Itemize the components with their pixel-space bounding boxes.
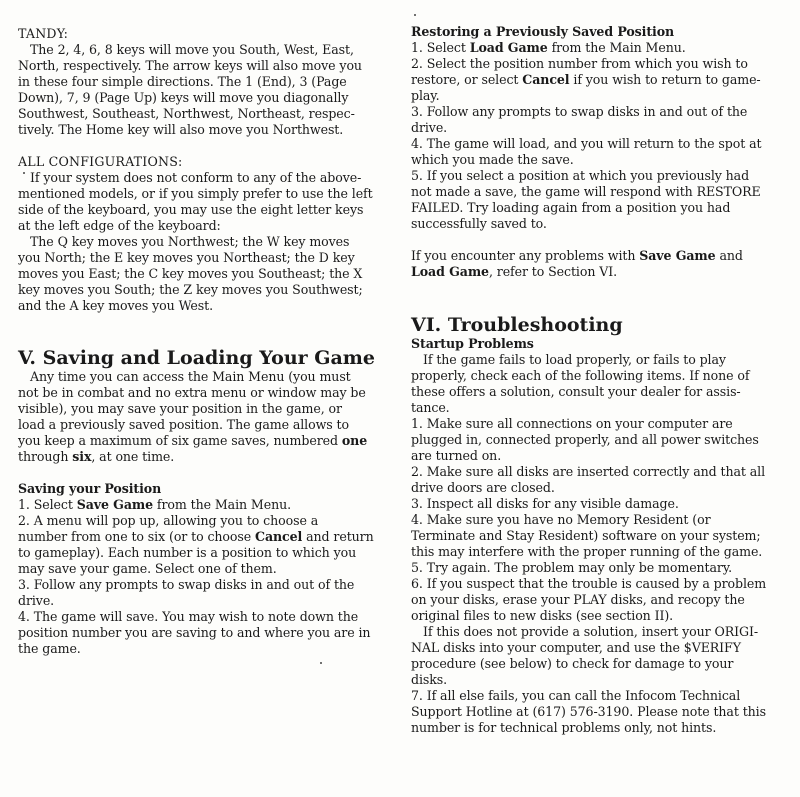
- troubleshooting-line: are turned on.: [411, 448, 502, 463]
- troubleshooting-line: on your disks, erase your PLAY disks, and recopy the: [411, 592, 745, 607]
- troubleshooting-line: procedure (see below) to check for damage to your: [411, 656, 734, 671]
- section-v-line: not be in combat and no extra menu or window may be: [18, 385, 366, 400]
- section-v-title: V. Saving and Loading Your Game: [18, 347, 375, 369]
- troubleshooting-line: Terminate and Stay Resident) software on your system;: [411, 528, 761, 543]
- restoring-heading: Restoring a Previously Saved Position: [411, 24, 675, 39]
- troubleshooting-line: original files to new disks (see section II).: [411, 608, 674, 623]
- troubleshooting-line: 1. Make sure all connections on your computer are: [411, 416, 733, 431]
- section-v-line: load a previously saved position. The game allows to: [18, 417, 349, 432]
- restoring-step: 4. The game will load, and you will return to the spot at: [411, 136, 762, 151]
- saving-step: may save your game. Select one of them.: [18, 561, 277, 576]
- saving-step: 2. A menu will pop up, allowing you to choose a: [18, 513, 319, 528]
- all-config-line: key moves you South; the Z key moves you Southwest;: [18, 282, 363, 297]
- troubleshooting-line: disks.: [411, 672, 448, 687]
- restoring-step: 5. If you select a position at which you previously had: [411, 168, 750, 183]
- restoring-step: successfully saved to.: [411, 216, 547, 231]
- tandy-heading: TANDY:: [18, 26, 69, 41]
- saving-step: the game.: [18, 641, 81, 656]
- troubleshooting-line: 3. Inspect all disks for any visible damage.: [411, 496, 679, 511]
- all-config-line: moves you East; the C key moves you Southeast; the X: [18, 266, 363, 281]
- troubleshooting-line: If the game fails to load properly, or fails to play: [423, 352, 726, 367]
- tandy-line: Southwest, Southeast, Northwest, Northeast, respec-: [18, 106, 355, 121]
- tandy-line: in these four simple directions. The 1 (End), 3 (Page: [18, 74, 347, 89]
- tandy-line: North, respectively. The arrow keys will also move you: [18, 58, 362, 73]
- restoring-step: 1. Select Load Game from the Main Menu.: [411, 40, 686, 55]
- scan-speck: [414, 14, 416, 16]
- restoring-step: 3. Follow any prompts to swap disks in and out of the: [411, 104, 748, 119]
- saving-step: position number you are saving to and where you are in: [18, 625, 371, 640]
- saving-step: 3. Follow any prompts to swap disks in and out of the: [18, 577, 355, 592]
- troubleshooting-line: 2. Make sure all disks are inserted correctly and that all: [411, 464, 765, 479]
- troubleshooting-line: number is for technical problems only, not hints.: [411, 720, 717, 735]
- troubleshooting-line: NAL disks into your computer, and use the $VERIFY: [411, 640, 741, 655]
- troubleshooting-line: properly, check each of the following items. If none of: [411, 368, 750, 383]
- all-config-line: If your system does not conform to any of the above-: [30, 170, 362, 185]
- section-v-line: you keep a maximum of six game saves, numbered one: [18, 433, 368, 448]
- section-v-line: visible), you may save your position in the game, or: [18, 401, 342, 416]
- troubleshooting-line: tance.: [411, 400, 450, 415]
- all-config-line: side of the keyboard, you may use the eight letter keys: [18, 202, 364, 217]
- all-config-heading: ALL CONFIGURATIONS:: [18, 154, 183, 169]
- saving-step: 1. Select Save Game from the Main Menu.: [18, 497, 291, 512]
- saving-step: to gameplay). Each number is a position to which you: [18, 545, 357, 560]
- scan-speck: [23, 172, 25, 174]
- saving-step: 4. The game will save. You may wish to note down the: [18, 609, 359, 624]
- troubleshooting-line: these offers a solution, consult your dealer for assis-: [411, 384, 741, 399]
- all-config-line: at the left edge of the keyboard:: [18, 218, 221, 233]
- tandy-line: Down), 7, 9 (Page Up) keys will move you diagonally: [18, 90, 349, 105]
- troubleshooting-line: drive doors are closed.: [411, 480, 555, 495]
- all-config-line: and the A key moves you West.: [18, 298, 213, 313]
- restoring-step: which you made the save.: [411, 152, 574, 167]
- all-config-line: The Q key moves you Northwest; the W key moves: [30, 234, 350, 249]
- troubleshooting-line: 6. If you suspect that the trouble is caused by a problem: [411, 576, 767, 591]
- all-config-line: you North; the E key moves you Northeast; the D key: [18, 250, 355, 265]
- saving-step: drive.: [18, 593, 55, 608]
- restoring-step: restore, or select Cancel if you wish to return to game-: [411, 72, 761, 87]
- troubleshooting-line: 7. If all else fails, you can call the Infocom Technical: [411, 688, 741, 703]
- startup-problems-heading: Startup Problems: [411, 336, 534, 351]
- section-v-line: through six, at one time.: [18, 449, 175, 464]
- all-config-line: mentioned models, or if you simply prefer to use the left: [18, 186, 373, 201]
- saving-heading: Saving your Position: [18, 481, 162, 496]
- section-vi-title: VI. Troubleshooting: [411, 314, 623, 336]
- restoring-note: If you encounter any problems with Save Game and: [411, 248, 743, 263]
- troubleshooting-line: this may interfere with the proper running of the game.: [411, 544, 763, 559]
- troubleshooting-line: 4. Make sure you have no Memory Resident (or: [411, 512, 711, 527]
- restoring-step: FAILED. Try loading again from a position you had: [411, 200, 731, 215]
- restoring-step: not made a save, the game will respond with RESTORE: [411, 184, 761, 199]
- saving-step: number from one to six (or to choose Cancel and return: [18, 529, 374, 544]
- tandy-line: The 2, 4, 6, 8 keys will move you South, West, East,: [30, 42, 354, 57]
- troubleshooting-line: Support Hotline at (617) 576-3190. Please note that this: [411, 704, 766, 719]
- troubleshooting-line: 5. Try again. The problem may only be momentary.: [411, 560, 733, 575]
- tandy-line: tively. The Home key will also move you Northwest.: [18, 122, 344, 137]
- troubleshooting-line: plugged in, connected properly, and all power switches: [411, 432, 759, 447]
- section-v-line: Any time you can access the Main Menu (you must: [30, 369, 351, 384]
- restoring-step: play.: [411, 88, 440, 103]
- troubleshooting-line: If this does not provide a solution, insert your ORIGI-: [423, 624, 758, 639]
- restoring-step: drive.: [411, 120, 448, 135]
- restoring-note: Load Game, refer to Section VI.: [411, 264, 618, 279]
- scan-speck: [320, 662, 322, 664]
- restoring-step: 2. Select the position number from which you wish to: [411, 56, 748, 71]
